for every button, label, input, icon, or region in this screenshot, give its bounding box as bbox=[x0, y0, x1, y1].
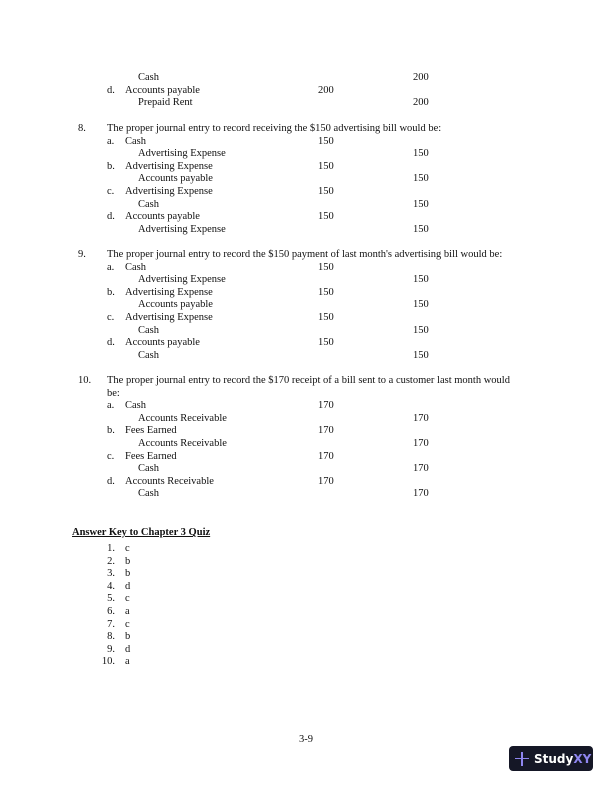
account-name: Accounts payable bbox=[125, 84, 200, 96]
debit-account: Cash bbox=[125, 135, 146, 147]
question-8 bbox=[0, 123, 612, 236]
answer-number: 8. bbox=[107, 631, 115, 643]
answer-item bbox=[0, 606, 300, 619]
debit-account: Advertising Expense bbox=[125, 286, 213, 298]
option-letter: d. bbox=[107, 337, 115, 349]
option-debit-line bbox=[0, 451, 612, 464]
credit-account: Advertising Expense bbox=[138, 223, 226, 235]
journal-line bbox=[0, 72, 612, 85]
option-debit-line bbox=[0, 262, 612, 275]
debit-amount: 150 bbox=[318, 337, 334, 349]
option-credit-line bbox=[0, 438, 612, 451]
option-credit-line bbox=[0, 148, 612, 161]
debit-amount: 170 bbox=[318, 400, 334, 412]
question-number: 9. bbox=[78, 249, 86, 260]
answer-item bbox=[0, 593, 300, 606]
question-text-line bbox=[0, 388, 612, 401]
debit-account: Advertising Expense bbox=[125, 160, 213, 172]
answer-item bbox=[0, 543, 300, 556]
credit-amount: 170 bbox=[413, 412, 429, 424]
option-debit-line bbox=[0, 425, 612, 438]
answer-letter: b bbox=[125, 555, 131, 567]
journal-line bbox=[0, 85, 612, 98]
account-name: Cash bbox=[138, 72, 159, 83]
credit-amount: 150 bbox=[413, 223, 429, 235]
debit-amount: 150 bbox=[318, 261, 334, 273]
debit-account: Fees Earned bbox=[125, 425, 177, 437]
question-text: The proper journal entry to record the $170 receipt of a bill sent to a customer last month would bbox=[107, 375, 510, 386]
debit-amount: 150 bbox=[318, 311, 334, 323]
answer-key-title: Answer Key to Chapter 3 Quiz bbox=[72, 527, 211, 538]
answer-letter: c bbox=[125, 543, 130, 554]
option-credit-line bbox=[0, 463, 612, 476]
answer-number: 2. bbox=[107, 555, 115, 567]
answer-item bbox=[0, 581, 300, 594]
question-text: be: bbox=[107, 387, 120, 399]
debit-amount: 170 bbox=[318, 475, 334, 487]
credit-amount: 170 bbox=[413, 488, 429, 500]
credit-amount: 170 bbox=[413, 437, 429, 449]
option-debit-line bbox=[0, 476, 612, 489]
debit-account: Accounts payable bbox=[125, 211, 200, 223]
page-number: 3-9 bbox=[299, 734, 313, 745]
credit-amount: 150 bbox=[413, 299, 429, 311]
option-credit-line bbox=[0, 299, 612, 312]
answer-number: 4. bbox=[107, 580, 115, 592]
option-credit-line bbox=[0, 350, 612, 363]
option-credit-line bbox=[0, 488, 612, 501]
answer-item bbox=[0, 656, 300, 669]
credit-account: Accounts payable bbox=[138, 299, 213, 311]
option-letter: b. bbox=[107, 286, 115, 298]
answer-letter: b bbox=[125, 568, 131, 580]
credit-amount: 150 bbox=[413, 324, 429, 336]
credit-amount: 200 bbox=[413, 72, 429, 83]
studyxy-badge[interactable] bbox=[509, 746, 593, 771]
option-debit-line bbox=[0, 186, 612, 199]
credit-account: Cash bbox=[138, 463, 159, 475]
question-text-line bbox=[0, 249, 612, 262]
credit-account: Cash bbox=[138, 349, 159, 361]
journal-line bbox=[0, 97, 612, 110]
debit-account: Cash bbox=[125, 400, 146, 412]
answer-item bbox=[0, 568, 300, 581]
debit-account: Advertising Expense bbox=[125, 185, 213, 197]
option-debit-line bbox=[0, 312, 612, 325]
answer-item bbox=[0, 644, 300, 657]
answer-letter: a bbox=[125, 605, 130, 617]
option-letter: a. bbox=[107, 261, 115, 273]
credit-amount: 150 bbox=[413, 173, 429, 185]
debit-amount: 150 bbox=[318, 185, 334, 197]
brand-text: Study bbox=[534, 751, 574, 766]
option-debit-line bbox=[0, 337, 612, 350]
question-text: The proper journal entry to record the $150 payment of last month's advertising bill would be: bbox=[107, 249, 503, 260]
debit-amount: 170 bbox=[318, 450, 334, 462]
option-letter: d. bbox=[107, 211, 115, 223]
debit-amount: 150 bbox=[318, 286, 334, 298]
debit-account: Fees Earned bbox=[125, 450, 177, 462]
answer-number: 1. bbox=[107, 543, 115, 554]
question-9 bbox=[0, 249, 612, 362]
option-debit-line bbox=[0, 161, 612, 174]
answer-number: 3. bbox=[107, 568, 115, 580]
option-letter: c. bbox=[107, 311, 115, 323]
answer-letter: d bbox=[125, 643, 131, 655]
option-letter: c. bbox=[107, 185, 115, 197]
debit-account: Advertising Expense bbox=[125, 311, 213, 323]
credit-account: Cash bbox=[138, 488, 159, 500]
debit-amount: 200 bbox=[318, 84, 334, 96]
credit-account: Advertising Expense bbox=[138, 274, 226, 286]
option-credit-line bbox=[0, 413, 612, 426]
option-letter: d. bbox=[107, 84, 115, 96]
option-debit-line bbox=[0, 211, 612, 224]
question-text-line bbox=[0, 375, 612, 388]
account-name: Prepaid Rent bbox=[138, 97, 193, 109]
credit-amount: 170 bbox=[413, 463, 429, 475]
credit-account: Cash bbox=[138, 324, 159, 336]
credit-account: Accounts Receivable bbox=[138, 437, 227, 449]
question-10 bbox=[0, 375, 612, 501]
credit-account: Advertising Expense bbox=[138, 148, 226, 160]
option-letter: a. bbox=[107, 400, 115, 412]
option-credit-line bbox=[0, 199, 612, 212]
debit-account: Accounts Receivable bbox=[125, 475, 214, 487]
debit-account: Cash bbox=[125, 261, 146, 273]
option-credit-line bbox=[0, 224, 612, 237]
option-debit-line bbox=[0, 136, 612, 149]
credit-account: Accounts payable bbox=[138, 173, 213, 185]
answer-letter: d bbox=[125, 580, 131, 592]
credit-amount: 150 bbox=[413, 274, 429, 286]
answer-number: 6. bbox=[107, 605, 115, 617]
answer-item bbox=[0, 631, 300, 644]
answer-number: 9. bbox=[107, 643, 115, 655]
credit-amount: 200 bbox=[413, 97, 429, 109]
option-letter: b. bbox=[107, 425, 115, 437]
debit-amount: 150 bbox=[318, 160, 334, 172]
question-text: The proper journal entry to record receiving the $150 advertising bill would be: bbox=[107, 123, 442, 134]
credit-amount: 150 bbox=[413, 349, 429, 361]
debit-account: Accounts payable bbox=[125, 337, 200, 349]
answer-letter: c bbox=[125, 593, 130, 605]
option-credit-line bbox=[0, 325, 612, 338]
option-credit-line bbox=[0, 274, 612, 287]
answer-item bbox=[0, 619, 300, 632]
option-debit-line bbox=[0, 400, 612, 413]
option-letter: b. bbox=[107, 160, 115, 172]
answer-letter: b bbox=[125, 631, 131, 643]
question-text-line bbox=[0, 123, 612, 136]
brand-text-accent: XY bbox=[573, 751, 592, 766]
answer-key-list bbox=[0, 543, 300, 669]
option-letter: c. bbox=[107, 450, 115, 462]
answer-number: 5. bbox=[107, 593, 115, 605]
answer-item bbox=[0, 556, 300, 569]
credit-account: Accounts Receivable bbox=[138, 412, 227, 424]
plus-icon bbox=[515, 752, 529, 766]
answer-number: 10. bbox=[101, 656, 115, 668]
answer-letter: a bbox=[125, 656, 130, 668]
continued-entry bbox=[0, 72, 612, 110]
debit-amount: 150 bbox=[318, 135, 334, 147]
credit-account: Cash bbox=[138, 198, 159, 210]
debit-amount: 170 bbox=[318, 425, 334, 437]
option-letter: a. bbox=[107, 135, 115, 147]
answer-number: 7. bbox=[107, 618, 115, 630]
credit-amount: 150 bbox=[413, 148, 429, 160]
question-number: 8. bbox=[78, 123, 86, 134]
question-number: 10. bbox=[78, 375, 92, 386]
debit-amount: 150 bbox=[318, 211, 334, 223]
credit-amount: 150 bbox=[413, 198, 429, 210]
option-letter: d. bbox=[107, 475, 115, 487]
option-debit-line bbox=[0, 287, 612, 300]
option-credit-line bbox=[0, 173, 612, 186]
answer-letter: c bbox=[125, 618, 130, 630]
